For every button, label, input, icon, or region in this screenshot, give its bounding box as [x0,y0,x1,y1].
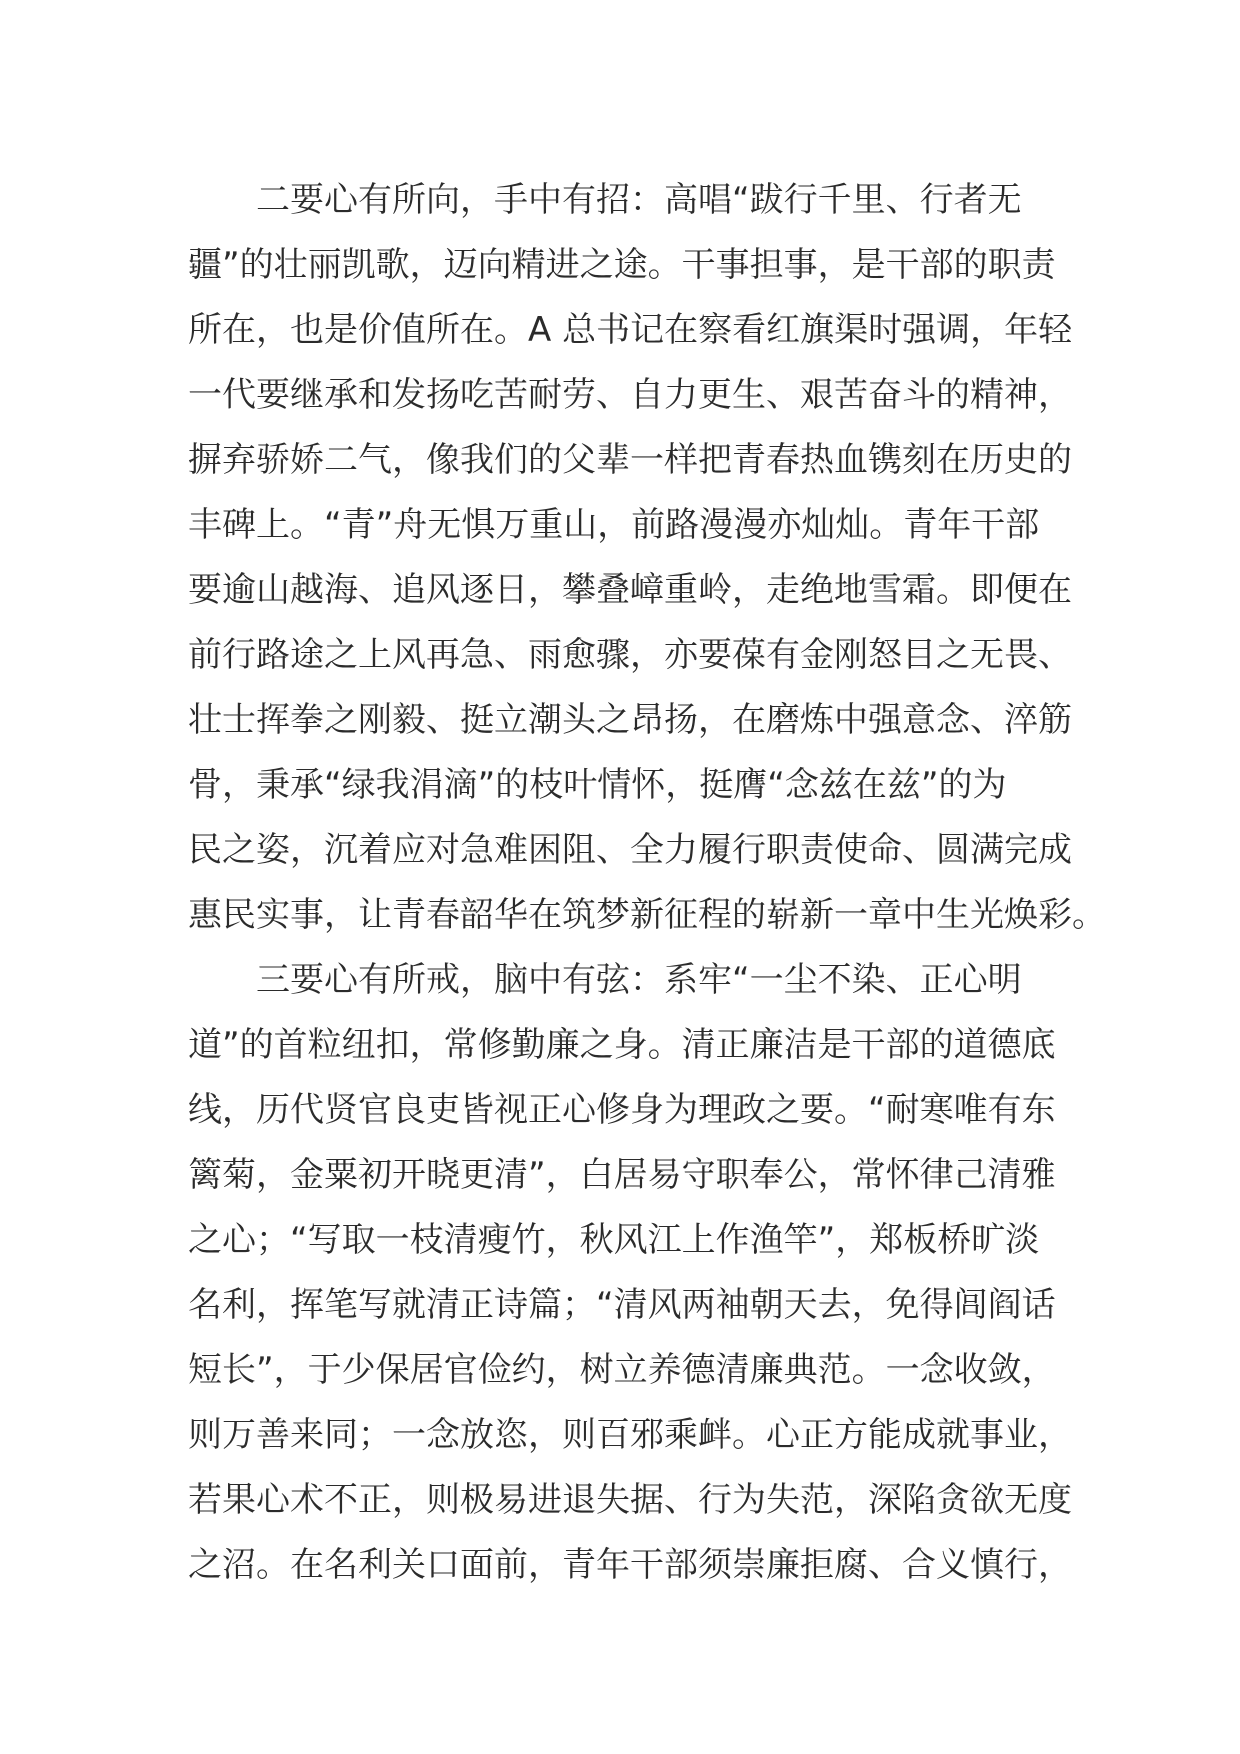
paragraph-2-line-5: 摒弃骄娇二气，像我们的父辈一样把青春热血镌刻在历史的 [188,440,1072,480]
paragraph-2-line-8: 前行路途之上风再急、雨愈骤，亦要葆有金刚怒目之无畏、 [188,635,1072,675]
paragraph-3-line-4: 篱菊，金粟初开晓更清”，白居易守职奉公，常怀律己清雅 [188,1155,1056,1195]
paragraph-3-line-10: 之沼。在名利关口面前，青年干部须崇廉拒腐、合义慎行， [188,1545,1072,1585]
paragraph-2-line-3: 所在，也是价值所在。A 总书记在察看红旗渠时强调，年轻 [188,310,1073,350]
body-text [188,168,1106,1598]
paragraph-3-line-5: 之心；“写取一枝清瘦竹，秋风江上作渔竿”，郑板桥旷淡 [188,1220,1040,1260]
paragraph-2-line-12: 惠民实事，让青春韶华在筑梦新征程的崭新一章中生光焕彩。 [188,895,1106,935]
paragraph-3-line-7: 短长”，于少保居官俭约，树立养德清廉典范。一念收敛， [188,1350,1056,1390]
paragraph-2-line-11: 民之姿，沉着应对急难困阻、全力履行职责使命、圆满完成 [188,830,1072,870]
paragraph-2-line-9: 壮士挥拳之刚毅、挺立潮头之昂扬，在磨炼中强意念、淬筋 [188,700,1072,740]
paragraph-3-line-6: 名利，挥笔写就清正诗篇；“清风两袖朝天去，免得闾阎话 [188,1285,1056,1325]
paragraph-2-line-10: 骨，秉承“绿我涓滴”的枝叶情怀，挺膺“念兹在兹”的为 [188,765,1007,805]
paragraph-2-line-4: 一代要继承和发扬吃苦耐劳、自力更生、艰苦奋斗的精神， [188,375,1072,415]
paragraph-2-line-6: 丰碑上。“青”舟无惧万重山，前路漫漫亦灿灿。青年干部 [188,505,1040,545]
paragraph-3-line-1: 三要心有所戒，脑中有弦：系牢“一尘不染、正心明 [256,960,1022,1000]
paragraph-3-line-3: 线，历代贤官良吏皆视正心修身为理政之要。“耐寒唯有东 [188,1090,1056,1130]
paragraph-3-line-8: 则万善来同；一念放恣，则百邪乘衅。心正方能成就事业， [188,1415,1072,1455]
paragraph-3-line-9: 若果心术不正，则极易进退失据、行为失范，深陷贪欲无度 [188,1480,1072,1520]
paragraph-2-line-1: 二要心有所向，手中有招：高唱“跋行千里、行者无 [256,180,1022,220]
paragraph-3-line-2: 道”的首粒纽扣，常修勤廉之身。清正廉洁是干部的道德底 [188,1025,1056,1065]
paragraph-2-line-7: 要逾山越海、追风逐日，攀叠嶂重岭，走绝地雪霜。即便在 [188,570,1072,610]
paragraph-2-line-2: 疆”的壮丽凯歌，迈向精进之途。干事担事，是干部的职责 [188,245,1056,285]
